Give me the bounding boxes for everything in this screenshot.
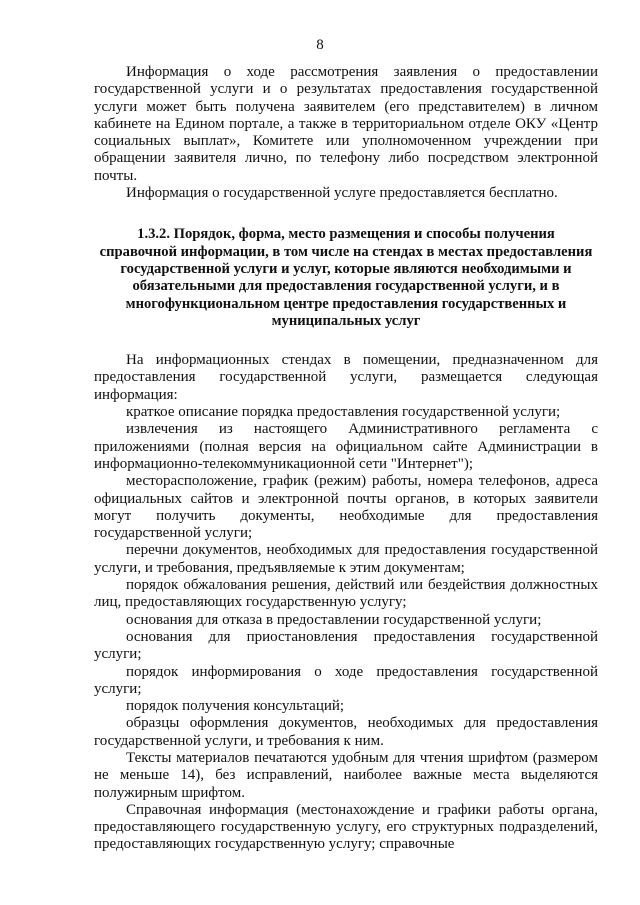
list-item: извлечения из настоящего Административного регламента с приложениями (полная версия на официальном сайте Администрации в информационно-телекоммуникационной сети "Интернет");: [94, 421, 598, 472]
list-item: порядок получения консультаций;: [126, 698, 345, 715]
list-item: месторасположение, график (режим) работы, номера телефонов, адреса официальных сайтов и электронной почты органов, в которых заявители могут получить документы, необходимые для предоставления государственной услуги;: [94, 473, 598, 542]
section-paragraph: На информационных стендах в помещении, предназначенном для предоставления государственной услуги, размещается следующая информация:: [94, 352, 598, 403]
section-paragraph: Тексты материалов печатаются удобным для чтения шрифтом (размером не меньше 14), без исправлений, наиболее важные места выделяются полужирным шрифтом.: [94, 749, 598, 801]
intro-paragraph: Информация о ходе рассмотрения заявления о предоставлении государственной услуги и о результатах предоставления государственной услуги может быть получена заявителем (его представителем) в личном кабинете на Едином портале, а также в территориальном отделе ОКУ «Центр социальных выплат», Комитете или уполномоченном учреждении при обращении заявителя лично, по телефону либо посредством электронной почты.: [94, 64, 598, 184]
section-heading: 1.3.2. Порядок, форма, место размещения и способы получения справочной информации, в том числе на стендах в местах предоставления государственной услуги и услуг, которые являются необходимыми и обязательными для предоставления государственной услуги, и в многофункциональном центре предоставления государственных и муниципальных услуг: [99, 226, 593, 329]
list-item: порядок информирования о ходе предоставления государственной услуги;: [94, 663, 598, 697]
list-item: основания для отказа в предоставлении государственной услуги;: [126, 611, 542, 628]
page-number: 8: [316, 37, 324, 53]
list-item: перечни документов, необходимых для предоставления государственной услуги, и требования, предъявляемые к этим документам;: [94, 542, 598, 576]
list-item: порядок обжалования решения, действий или бездействия должностных лиц, предоставляющих государственную услугу;: [94, 577, 598, 611]
section-paragraph: Справочная информация (местонахождение и графики работы органа, предоставляющего государственную услугу, его структурных подразделений, предоставляющих государственную услугу; справочные: [94, 801, 598, 853]
intro-paragraph: Информация о государственной услуге предоставляется бесплатно.: [126, 185, 558, 202]
list-item: краткое описание порядка предоставления государственной услуги;: [126, 404, 561, 421]
document-body: [94, 64, 598, 854]
list-item: основания для приостановления предоставления государственной услуги;: [94, 628, 598, 663]
list-item: образцы оформления документов, необходимых для предоставления государственной услуги, и требования к ним.: [94, 715, 598, 749]
